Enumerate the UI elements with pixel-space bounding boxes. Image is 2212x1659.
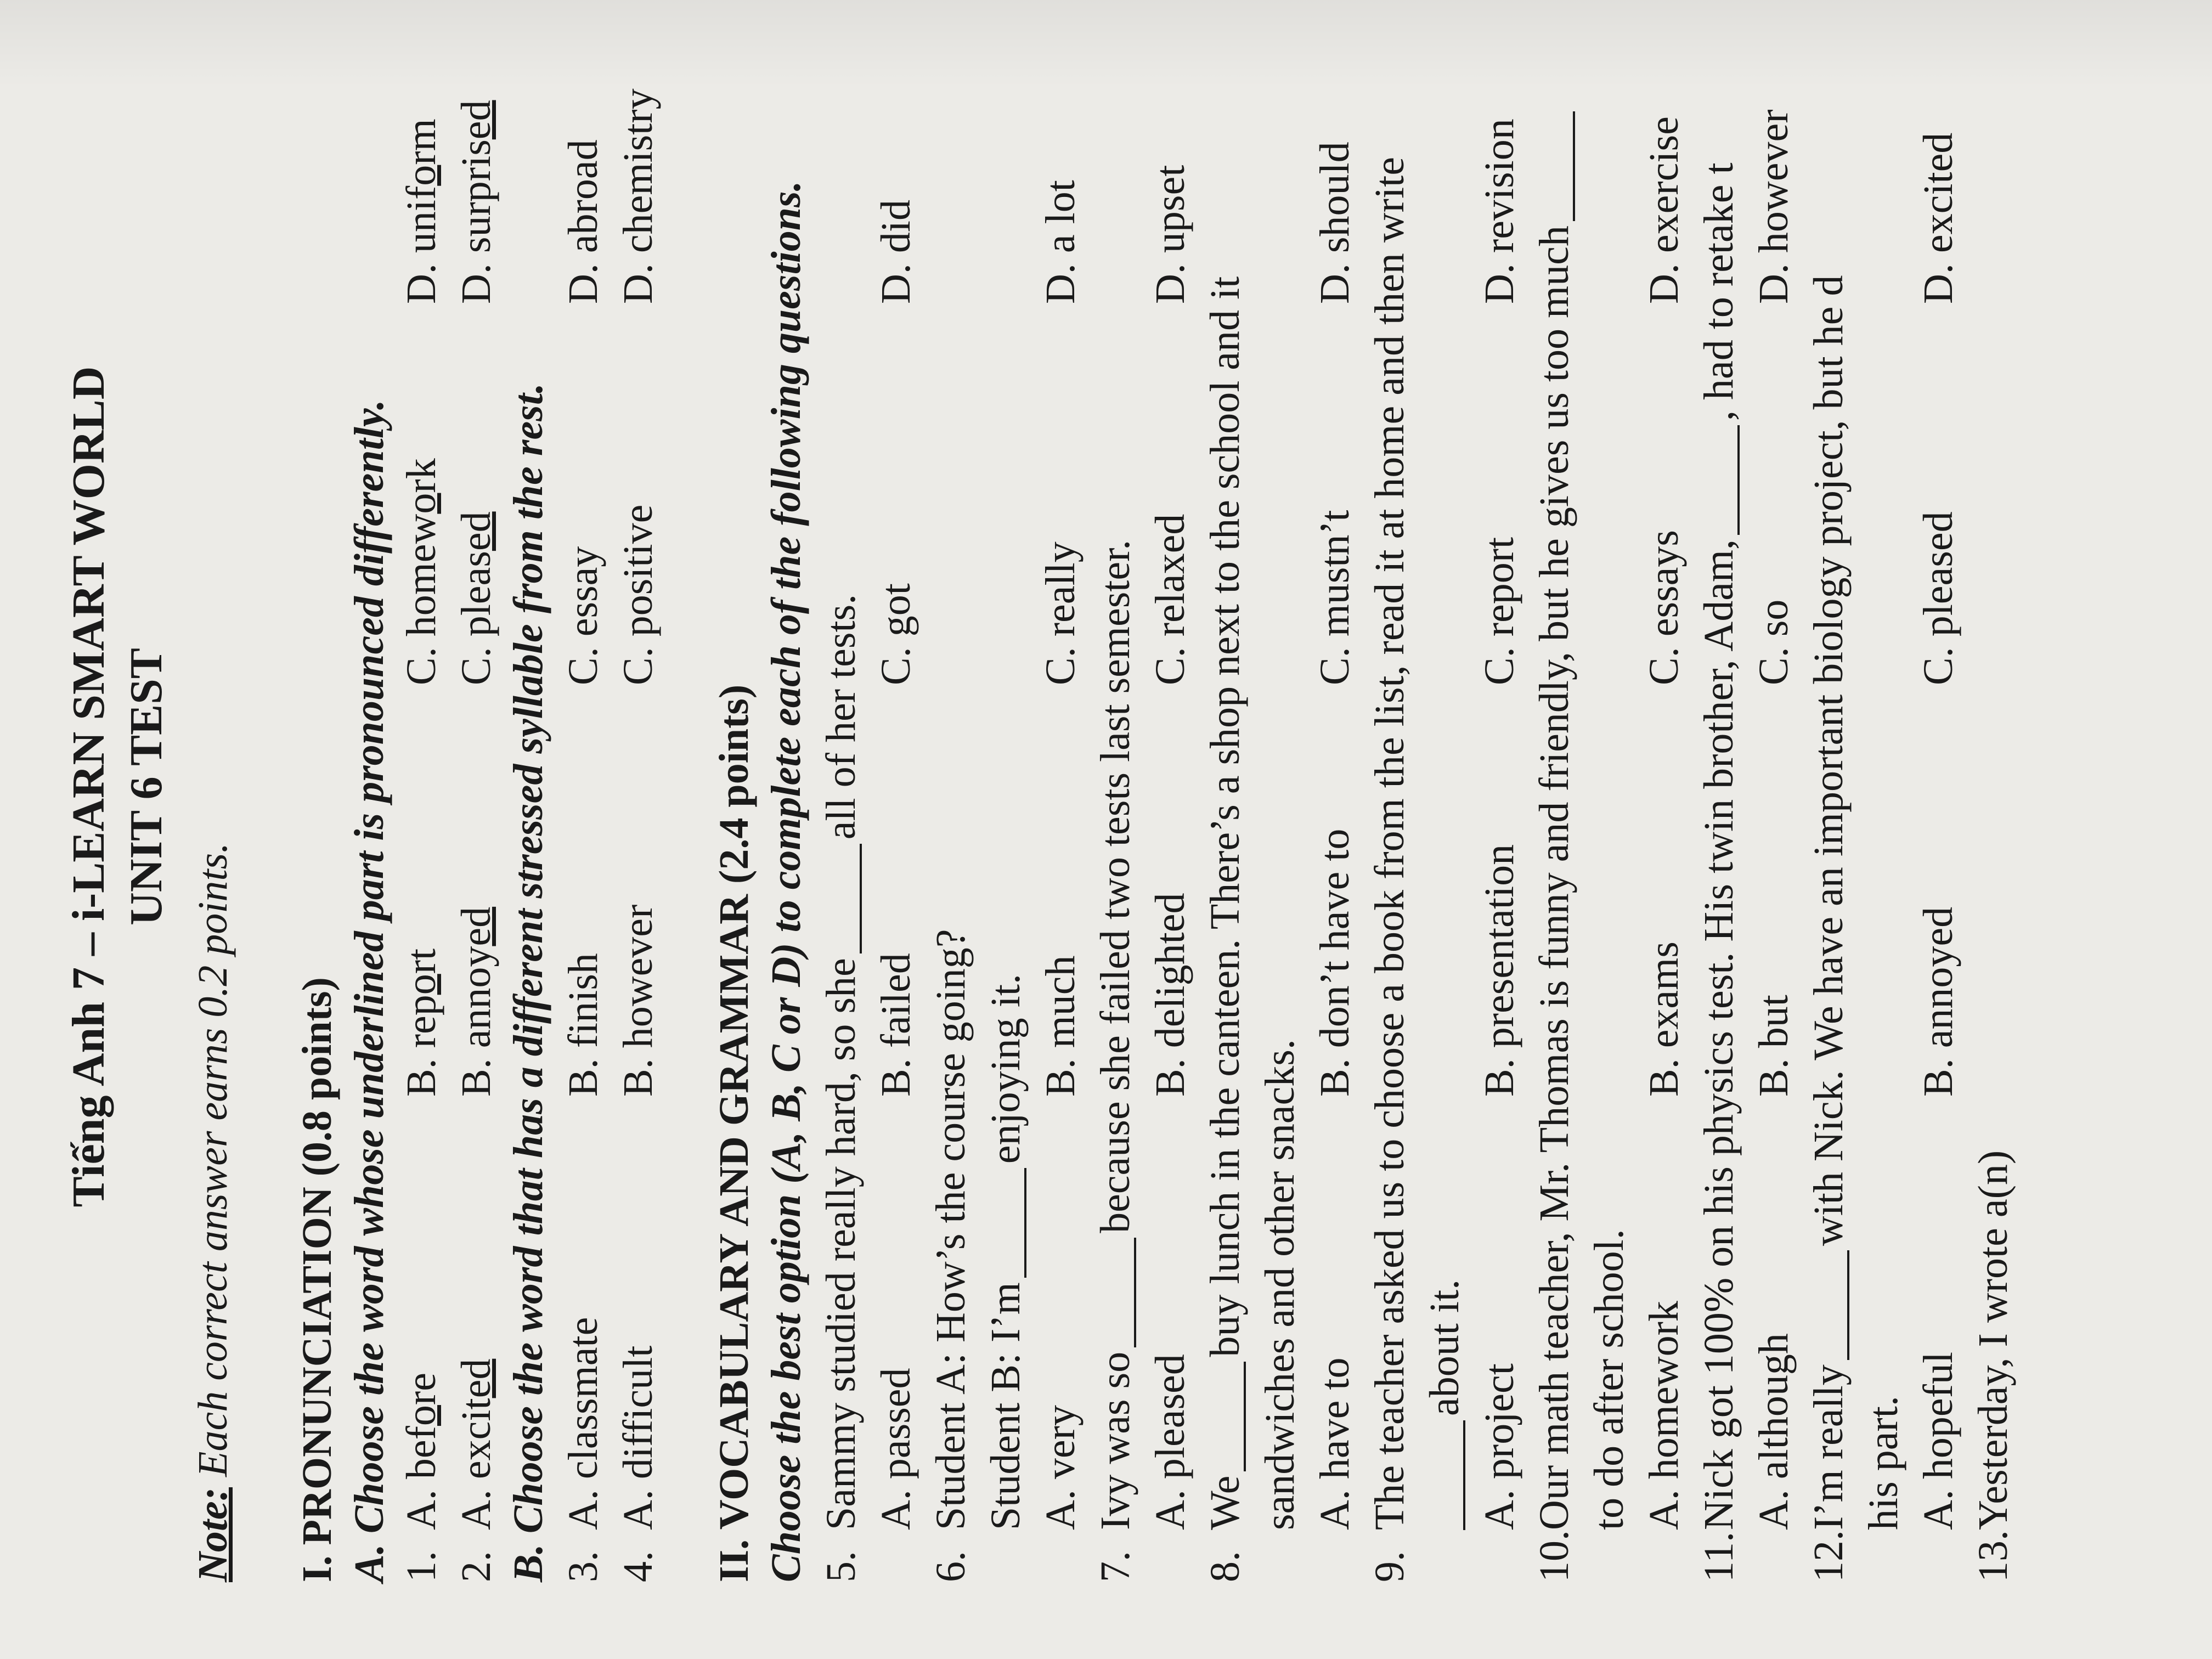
q7-option-a[interactable]: A. pleased <box>1147 1354 1193 1530</box>
q3-option-d[interactable]: D. abroad <box>560 139 606 304</box>
paper-edge-shadow <box>0 0 2212 88</box>
q11-text-post: , had to retake t <box>1696 162 1742 421</box>
q1-option-c[interactable] <box>400 458 442 685</box>
note-text: Each correct answer earns 0.2 points. <box>190 842 236 1477</box>
q10-line1: Our math teacher, Mr. Thomas is funny and friendly, but he gives us too much <box>1531 225 1577 1530</box>
q11-option-d[interactable]: D. however <box>1751 109 1797 304</box>
partA-letter: A. <box>346 1544 392 1582</box>
q2-b-pre: B. annoy <box>453 946 499 1097</box>
q10-option-a[interactable]: A. homework <box>1641 1301 1687 1530</box>
q7-option-b[interactable]: B. delighted <box>1147 893 1193 1097</box>
q8-option-b[interactable]: B. don’t have to <box>1312 828 1358 1097</box>
q12-option-c[interactable]: C. pleased <box>1915 511 1961 685</box>
q2-option-b[interactable] <box>455 907 497 1097</box>
q2-c-underlined: ed <box>453 511 499 551</box>
q10-blank[interactable] <box>1534 111 1575 221</box>
q2-d-underlined: ed <box>453 100 499 140</box>
q12-line2: his part. <box>1860 1396 1906 1530</box>
q6-number: 6. <box>928 1551 974 1582</box>
q6-option-c[interactable]: C. really <box>1037 541 1084 685</box>
q1-a-underlined: o <box>398 1405 444 1426</box>
q10-line2: to do after school. <box>1586 1229 1632 1530</box>
section1-partA <box>348 399 390 1582</box>
q11-number: 11. <box>1696 1531 1742 1582</box>
q1-b-underlined: o <box>398 974 444 995</box>
q2-a-underlined: ed <box>453 1358 499 1398</box>
q2-option-c[interactable] <box>455 511 497 685</box>
q8-line2: sandwiches and other snacks. <box>1257 1039 1303 1530</box>
q1-c-underlined: o <box>398 493 444 514</box>
q6-option-b[interactable]: B. much <box>1037 955 1084 1097</box>
q7-text-pre: Ivy was so <box>1092 1351 1138 1530</box>
q10-number: 10. <box>1531 1530 1577 1582</box>
q12-text-pre: I’m really <box>1805 1364 1852 1530</box>
q4-option-d[interactable]: D. chemistry <box>615 88 661 304</box>
q5-blank[interactable] <box>821 844 862 953</box>
q11-option-a[interactable]: A. although <box>1751 1333 1797 1530</box>
q9-option-a[interactable]: A. project <box>1476 1363 1522 1530</box>
q12-blank[interactable] <box>1809 1250 1849 1360</box>
q2-d-pre: D. surpris <box>453 139 499 304</box>
q2-c-pre: C. pleas <box>453 551 499 685</box>
q6-text-pre: Student B: I’m <box>983 1282 1029 1530</box>
q4-option-c[interactable]: C. positive <box>615 504 661 685</box>
partB-letter: B. <box>505 1544 551 1582</box>
q2-option-a[interactable] <box>455 1359 497 1530</box>
q13-text: Yesterday, I wrote a(n) <box>1970 1150 2016 1530</box>
q9-option-c[interactable]: C. report <box>1476 537 1522 685</box>
q6-option-d[interactable]: D. a lot <box>1037 180 1084 304</box>
partA-text: Choose the word whose underlined part is pronounced differently. <box>346 399 392 1534</box>
q2-number: 2. <box>453 1551 499 1582</box>
q1-b-post: rt <box>398 948 444 974</box>
q1-option-b[interactable] <box>400 949 442 1097</box>
q6-blank[interactable] <box>986 1168 1026 1278</box>
q1-d-underlined: o <box>398 165 444 186</box>
q9-option-b[interactable]: B. presentation <box>1476 844 1522 1097</box>
q8-blank[interactable] <box>1205 1362 1246 1471</box>
q4-number: 4. <box>615 1551 661 1582</box>
section1-partB <box>507 383 549 1582</box>
q6-line1: Student A: How’s the course going? <box>928 929 974 1530</box>
note-label: Note: <box>190 1487 236 1582</box>
q6-option-a[interactable]: A. very <box>1037 1405 1084 1530</box>
q5-number: 5. <box>818 1551 864 1582</box>
q5-text-pre: Sammy studied really hard, so she <box>818 958 864 1530</box>
section2-heading: II. VOCABULARY AND GRAMMAR (2.4 points) <box>711 684 757 1582</box>
q8-number: 8. <box>1202 1551 1248 1582</box>
q12-option-d[interactable]: D. excited <box>1915 132 1961 304</box>
q11-option-b[interactable]: B. but <box>1751 995 1797 1097</box>
q2-a-pre: A. excit <box>453 1398 499 1530</box>
q9-number: 9. <box>1367 1551 1413 1582</box>
q2-b-underlined: ed <box>453 906 499 946</box>
q12-option-b[interactable]: B. annoyed <box>1915 906 1961 1097</box>
q8-text-pre: We <box>1202 1475 1248 1530</box>
q1-d-post: rm <box>398 119 444 165</box>
q11-text-pre: Nick got 100% on his physics test. His twin brother, Adam, <box>1696 539 1742 1530</box>
q3-option-c[interactable]: C. essay <box>560 546 606 685</box>
q4-option-b[interactable]: B. however <box>615 904 661 1097</box>
section2-instruction: Choose the best option (A, B, C or D) to complete each of the following questions. <box>763 180 809 1582</box>
q1-number: 1. <box>398 1551 444 1582</box>
q7-blank[interactable] <box>1096 1238 1136 1347</box>
q8-option-c[interactable]: C. mustn’t <box>1312 510 1358 685</box>
q5-option-b[interactable]: B. failed <box>873 953 919 1097</box>
q7-option-c[interactable]: C. relaxed <box>1147 514 1193 685</box>
q5-option-c[interactable]: C. got <box>873 583 919 685</box>
q10-option-c[interactable]: C. essays <box>1641 530 1687 685</box>
q1-c-pre: C. homew <box>398 514 444 685</box>
q10-option-b[interactable]: B. exams <box>1641 941 1687 1097</box>
q9-line1: The teacher asked us to choose a book from the list, read it at home and then write <box>1367 157 1413 1530</box>
q3-number: 3. <box>560 1551 606 1582</box>
note-line <box>192 843 234 1582</box>
q9-blank[interactable] <box>1425 1420 1465 1530</box>
q11-blank[interactable] <box>1699 425 1740 535</box>
q5-option-a[interactable]: A. passed <box>873 1368 919 1530</box>
q5-text-post: all of her tests. <box>818 594 864 840</box>
q1-d-pre: D. unif <box>398 185 444 304</box>
partB-text: Choose the word that has a different stressed syllable from the rest. <box>505 383 551 1534</box>
page-title: Tiếng Anh 7 – i-LEARN SMART WORLD <box>63 366 114 1207</box>
q2-option-d[interactable] <box>455 100 497 304</box>
q1-option-d[interactable] <box>400 119 442 304</box>
section1-heading: I. PRONUNCIATION (0.8 points) <box>294 977 340 1582</box>
q1-option-a[interactable] <box>400 1373 442 1530</box>
q12-option-a[interactable]: A. hopeful <box>1915 1351 1961 1530</box>
q10-option-d[interactable]: D. exercise <box>1641 116 1687 304</box>
q9-text-post: about it. <box>1421 1279 1468 1416</box>
q8-option-a[interactable]: A. have to <box>1312 1357 1358 1530</box>
q3-option-b[interactable]: B. finish <box>560 953 606 1097</box>
q12-number: 12. <box>1805 1530 1852 1582</box>
q8-text-post: buy lunch in the canteen. There’s a shop next to the school and it <box>1202 276 1248 1357</box>
q6-text-post: enjoying it. <box>983 974 1029 1164</box>
q5-option-d[interactable]: D. did <box>873 200 919 304</box>
q8-option-d[interactable]: D. should <box>1312 142 1358 304</box>
q12-text-post: with Nick. We have an important biology project, but he d <box>1805 275 1852 1246</box>
q1-a-pre: A. bef <box>398 1426 444 1530</box>
q1-a-post: re <box>398 1373 444 1406</box>
q3-option-a[interactable]: A. classmate <box>560 1317 606 1530</box>
q13-number: 13. <box>1970 1530 2016 1582</box>
q7-number: 7. <box>1092 1551 1138 1582</box>
q7-option-d[interactable]: D. upset <box>1147 165 1193 304</box>
q7-text-post: because she failed two tests last semester. <box>1092 539 1138 1233</box>
q1-b-pre: B. rep <box>398 995 444 1097</box>
q4-option-a[interactable]: A. difficult <box>615 1345 661 1530</box>
page-subtitle: UNIT 6 TEST <box>121 648 172 926</box>
q1-c-post: rk <box>398 458 444 493</box>
q11-option-c[interactable]: C. so <box>1751 599 1797 685</box>
q9-option-d[interactable]: D. revision <box>1476 119 1522 304</box>
